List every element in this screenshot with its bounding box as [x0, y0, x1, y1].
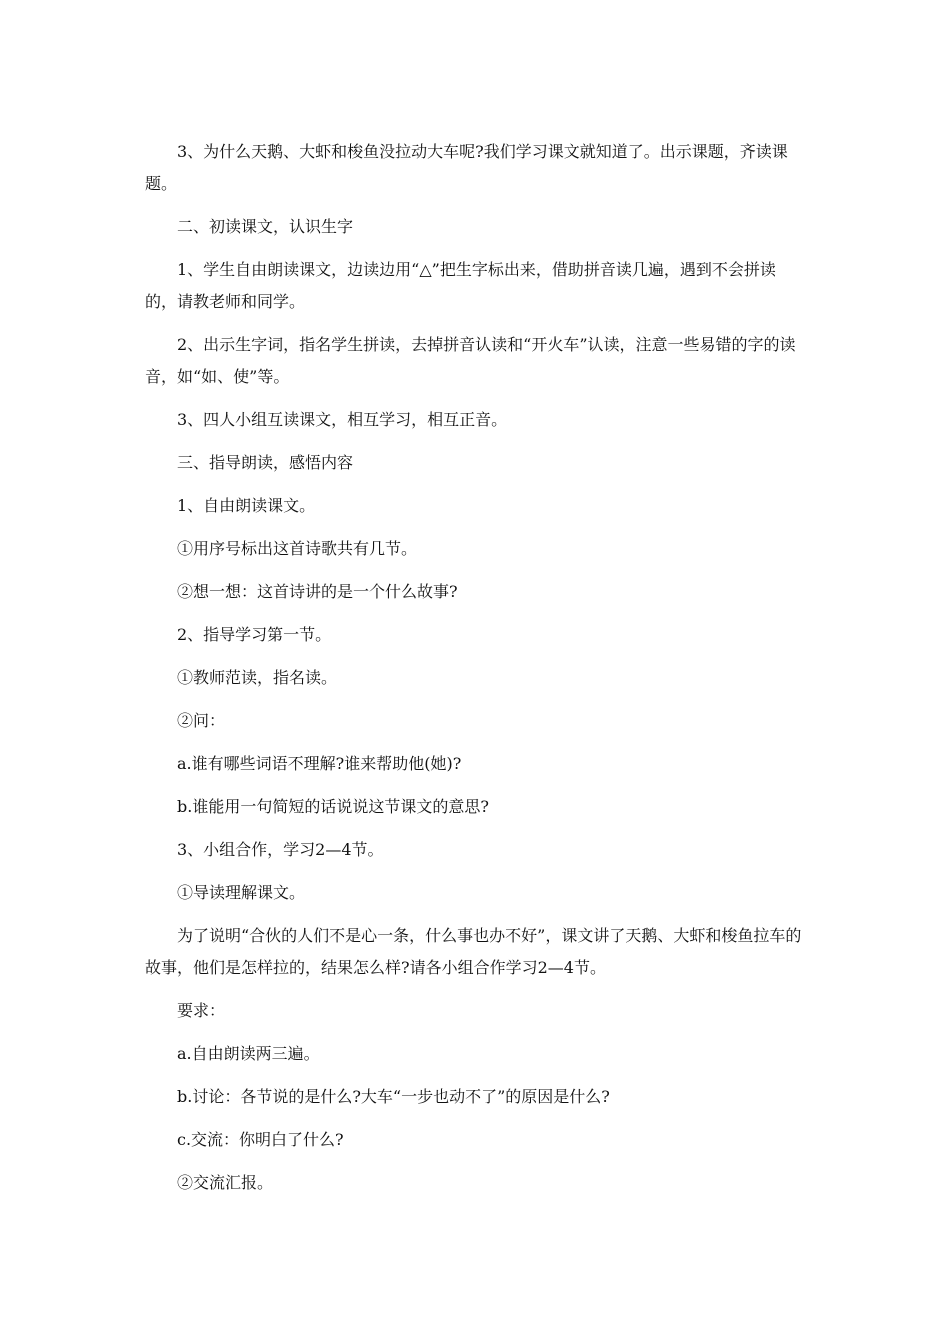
section-heading: 三、指导朗读，感悟内容 [177, 453, 354, 472]
list-item: c.交流：你明白了什么? [177, 1130, 344, 1149]
list-item: 2、指导学习第一节。 [177, 625, 332, 644]
list-item: 3、小组合作，学习2—4节。 [177, 840, 384, 859]
list-item: ①用序号标出这首诗歌共有几节。 [177, 539, 418, 558]
document-body [145, 136, 805, 1210]
section-heading: 二、初读课文，认识生字 [177, 217, 354, 236]
list-item: ②想一想：这首诗讲的是一个什么故事? [177, 582, 458, 601]
list-item: b.谁能用一句简短的话说说这节课文的意思? [177, 797, 489, 816]
list-item: b.讨论：各节说的是什么?大车“一步也动不了”的原因是什么? [177, 1087, 610, 1106]
paragraph: 为了说明“合伙的人们不是心一条，什么事也办不好”，课文讲了天鹅、大虾和梭鱼拉车的故事，他们是怎样拉的，结果怎么样?请各小组合作学习2—4节。 [145, 926, 802, 977]
list-item: ②交流汇报。 [177, 1173, 274, 1192]
list-item: ①教师范读，指名读。 [177, 668, 338, 687]
paragraph: 1、学生自由朗读课文，边读边用“△”把生字标出来，借助拼音读几遍，遇到不会拼读的，请教老师和同学。 [145, 260, 776, 311]
list-item: ①导读理解课文。 [177, 883, 306, 902]
list-item: 1、自由朗读课文。 [177, 496, 316, 515]
paragraph: 3、为什么天鹅、大虾和梭鱼没拉动大车呢?我们学习课文就知道了。出示课题，齐读课题。 [145, 142, 788, 193]
list-item: 要求： [177, 1001, 226, 1020]
paragraph: 2、出示生字词，指名学生拼读，去掉拼音认读和“开火车”认读，注意一些易错的字的读音，如“如、使”等。 [145, 335, 796, 386]
list-item: ②问： [177, 711, 226, 730]
list-item: a.谁有哪些词语不理解?谁来帮助他(她)? [177, 754, 462, 773]
list-item: a.自由朗读两三遍。 [177, 1044, 320, 1063]
paragraph: 3、四人小组互读课文，相互学习，相互正音。 [177, 410, 508, 429]
